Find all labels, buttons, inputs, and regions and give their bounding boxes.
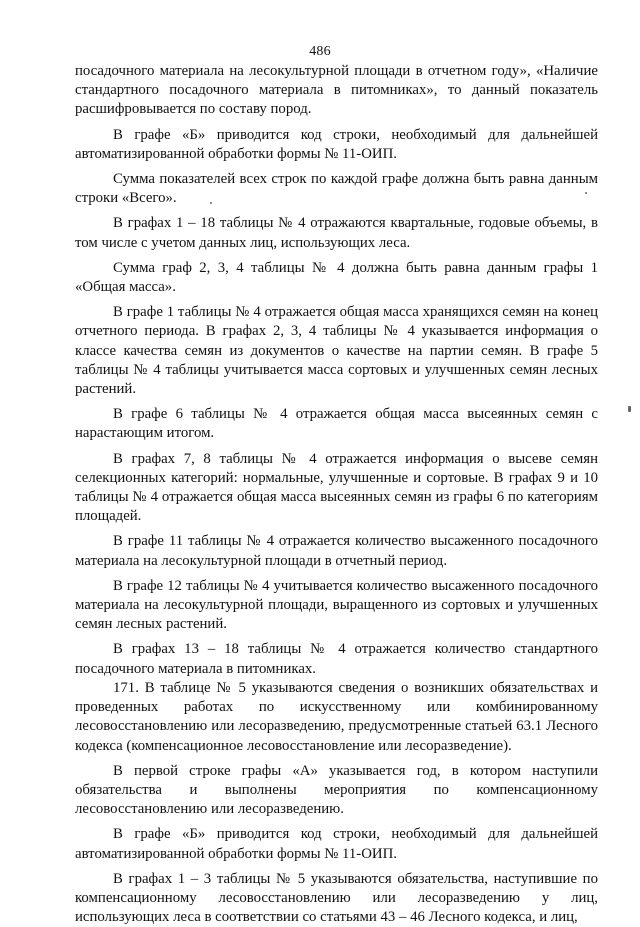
paragraph: В графах 13 – 18 таблицы № 4 отражается количество стандартного посадочного материала в питомниках.: [75, 641, 598, 677]
scan-speck: [210, 202, 212, 204]
paragraph: посадочного материала на лесокультурной площади в отчетном году», «Наличие стандартного посадочного материала в питомниках», то данный показатель расшифровывается по составу пород.: [75, 63, 598, 118]
paragraph: В графе «Б» приводится код строки, необходимый для дальнейшей автоматизированной обработки формы № 11-ОИП.: [75, 826, 598, 862]
paragraph: 171. В таблице № 5 указываются сведения о возникших обязательствах и проведенных работах по искусственному или комбинированному лесовосстановлению или лесоразведению, предусмотренные статьей 63.1 Лесного кодекса (компенсационное лесовосстановление или лесоразведение).: [75, 679, 598, 754]
scan-speck: [585, 192, 587, 194]
paragraph: Сумма показателей всех строк по каждой графе должна быть равна данным строки «Всего».: [75, 171, 598, 207]
paragraph: Сумма граф 2, 3, 4 таблицы № 4 должна быть равна данным графы 1 «Общая масса».: [75, 259, 598, 296]
paragraph: В графе «Б» приводится код строки, необходимый для дальнейшей автоматизированной обработки формы № 11-ОИП.: [75, 126, 598, 162]
paragraph: В графах 7, 8 таблицы № 4 отражается информация о высеве семян селекционных категорий: нормальные, улучшенные и сортовые. В графах 9 и 10 таблицы № 4 отражается общая масса высеянных семян из графы 6 по категориям площадей.: [75, 450, 598, 525]
paragraph: В графе 12 таблицы № 4 учитывается количество высаженного посадочного материала на лесокультурной площади, выращенного из сортовых и улучшенных семян лесных растений.: [75, 577, 598, 633]
document-body: [75, 62, 598, 927]
page-number: 486: [309, 44, 331, 59]
paragraph: В графах 1 – 3 таблицы № 5 указываются обязательства, наступившие по компенсационному лесовосстановлению или лесоразведению у лиц, использующих леса в соответствии со статьями 43 – 46 Лесного кодекса, и лиц,: [75, 870, 598, 926]
paragraph: В графе 6 таблицы № 4 отражается общая масса высеянных семян с нарастающим итогом.: [75, 406, 598, 442]
paragraph: В графе 11 таблицы № 4 отражается количество высаженного посадочного материала на лесокультурной площади в отчетный период.: [75, 533, 598, 569]
scan-speck: [628, 406, 631, 412]
paragraph: В графе 1 таблицы № 4 отражается общая масса хранящихся семян на конец отчетного периода. В графах 2, 3, 4 таблицы № 4 указывается информация о классе качества семян из документов о качестве на партии семян. В графе 5 таблицы № 4 таблицы учитывается масса сортовых и улучшенных семян лесных растений.: [75, 304, 598, 398]
paragraph: В первой строке графы «А» указывается год, в котором наступили обязательства и выполнены мероприятия по компенсационному лесовосстановлению или лесоразведению.: [75, 762, 598, 818]
paragraph: В графах 1 – 18 таблицы № 4 отражаются квартальные, годовые объемы, в том числе с учетом данных лиц, использующих леса.: [75, 215, 598, 251]
